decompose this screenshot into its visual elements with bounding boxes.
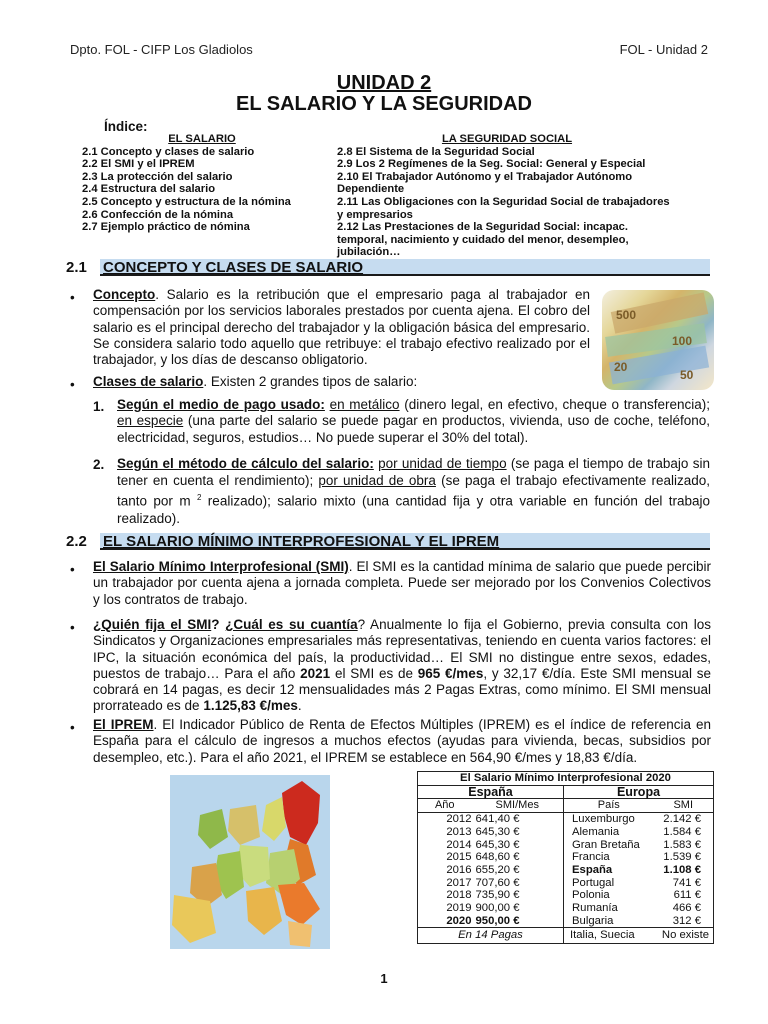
section-number: 2.2 bbox=[66, 533, 87, 550]
quien-fija-paragraph: ¿Quién fija el SMI? ¿Cuál es su cuantía? Anualmente lo fija el Gobierno, previa consulta con los Sindicatos y Organizaciones empresariales más representativas, teniendo en cuenta varios factores: el IPC, la situación económica del país, la productividad… El SMI no distingue entre sexos, edades, puestos de trabajo… Para el año 2021 el SMI es de 965 €/mes, y 32,17 €/día. Este SMI mensual se cobrará en 14 pagas, es decir 12 mensualidades más 2 Pagas Extras, como mínimo. El SMI mensual prorrateado es de 1.125,83 €/mes. bbox=[93, 617, 711, 714]
page-number: 1 bbox=[380, 971, 388, 986]
unit-title: UNIDAD 2 bbox=[336, 72, 432, 94]
europe-map-icon bbox=[170, 775, 330, 949]
section-heading-2-2 bbox=[66, 533, 710, 550]
index-item[interactable]: 2.8 El Sistema de la Seguridad Social bbox=[337, 145, 535, 158]
index-item[interactable]: 2.4 Estructura del salario bbox=[82, 183, 216, 196]
index-item[interactable]: 2.11 Las Obligaciones con la Seguridad Social de trabajadores y empresarios bbox=[337, 195, 670, 221]
bullet-icon: • bbox=[70, 290, 75, 305]
table-row: 2020 950,00 € Bulgaria 312 € bbox=[446, 914, 701, 927]
iprem-paragraph: El IPREM. El Indicador Público de Renta de Efectos Múltiples (IPREM) es el índice de referencia en España para el cálculo de ingresos a muchos efectos (ayudas para vivienda, becas, subsidios por desempleo, etc.). Para el año 2021, el IPREM se establece en 564,90 €/mes y 18,83 €/día. bbox=[93, 717, 711, 765]
table-row: 2019 900,00 € Rumanía 466 € bbox=[446, 902, 701, 915]
item-number: 1. bbox=[93, 399, 105, 414]
page-header bbox=[70, 42, 708, 59]
medio-pago-paragraph: Según el medio de pago usado: en metálico (dinero legal, en efectivo, cheque o transferencia); en especie (una parte del salario se puede pagar en productos, vivienda, uso de coche, teléfono, electricidad, seguros, estudios… No puede superar el 30% del total). bbox=[117, 397, 710, 445]
table-row: 2014 645,30 € Gran Bretaña 1.583 € bbox=[446, 838, 701, 851]
table-head-europa: Europa bbox=[564, 785, 714, 799]
header-left: Dpto. FOL - CIFP Los Gladiolos bbox=[70, 42, 253, 57]
table-row: 2018 735,90 € Polonia 611 € bbox=[446, 889, 701, 902]
index-salario-heading: EL SALARIO bbox=[168, 133, 236, 145]
bullet-icon: • bbox=[70, 620, 75, 635]
smi-comparison-table bbox=[417, 771, 714, 944]
header-right: FOL - Unidad 2 bbox=[619, 42, 708, 57]
index-item[interactable]: 2.6 Confección de la nómina bbox=[82, 208, 234, 221]
index-label: Índice: bbox=[104, 119, 148, 134]
clases-paragraph: Clases de salario. Existen 2 grandes tipos de salario: bbox=[93, 374, 418, 389]
concepto-paragraph: Concepto. Salario es la retribución que el empresario paga al trabajador en compensación por los servicios laborales prestados por cuenta ajena. El cobro del salario es el principal derecho del trabajador y la obligación básica del empresario. Se considera salario todo aquello que retribuye: el trabajo efectivo realizado por el trabajador, y los días de descanso obligatorio. bbox=[93, 287, 590, 368]
index-item[interactable]: 2.10 El Trabajador Autónomo y el Trabajador Autónomo Dependiente bbox=[337, 170, 633, 196]
table-caption: El Salario Mínimo Interprofesional 2020 bbox=[418, 772, 714, 786]
section-heading-2-1 bbox=[66, 259, 710, 276]
table-row: 2013 645,30 € Alemania 1.584 € bbox=[446, 825, 701, 838]
section-title: EL SALARIO MÍNIMO INTERPROFESIONAL Y EL IPREM bbox=[103, 533, 500, 550]
item-number: 2. bbox=[93, 457, 105, 472]
table-row: 2017 707,60 € Portugal 741 € bbox=[446, 876, 701, 889]
bullet-icon: • bbox=[70, 562, 75, 577]
index-salario-column bbox=[82, 133, 322, 234]
index-seguridad-column bbox=[337, 133, 677, 259]
index-item[interactable]: 2.7 Ejemplo práctico de nómina bbox=[82, 221, 250, 234]
europe-smi-map-image bbox=[170, 775, 330, 949]
index-item[interactable]: 2.2 El SMI y el IPREM bbox=[82, 158, 195, 171]
index-item[interactable]: 2.12 Las Prestaciones de la Seguridad Social: incapac. temporal, nacimiento y cuidado del menor, desempleo, jubilación… bbox=[337, 221, 629, 259]
table-subheader-row: Año SMI/Mes País SMI bbox=[434, 799, 694, 812]
smi-paragraph: El Salario Mínimo Interprofesional (SMI). El SMI es la cantidad mínima de salario que puede percibir un trabajador por cuenta ajena a jornada completa. Puede ser mejorado por los Convenios Colectivos y los contratos de trabajo. bbox=[93, 559, 711, 607]
index-item[interactable]: 2.9 Los 2 Regímenes de la Seg. Social: General y Especial bbox=[337, 158, 646, 171]
index-item[interactable]: 2.1 Concepto y clases de salario bbox=[82, 145, 255, 158]
table-head-espana: España bbox=[418, 785, 564, 799]
table-row: 2016 655,20 € España 1.108 € bbox=[446, 863, 701, 876]
section-number: 2.1 bbox=[66, 259, 87, 276]
euro-banknotes-image: 500 100 20 50 bbox=[602, 290, 714, 390]
bullet-icon: • bbox=[70, 720, 75, 735]
metodo-calculo-paragraph: Según el método de cálculo del salario: por unidad de tiempo (se paga el tiempo de trabajo sin tener en cuenta el rendimiento); por unidad de obra (se paga el trabajo efectivamente realizado, tanto por m $^2$ realizado); salario mixto (una cantidad fija y otra variable en función del trabajo realizado). bbox=[117, 456, 710, 526]
index-item[interactable]: 2.5 Concepto y estructura de la nómina bbox=[82, 195, 291, 208]
unit-subtitle: EL SALARIO Y LA SEGURIDAD bbox=[236, 93, 532, 115]
table-row: 2012 641,40 € Luxemburgo 2.142 € bbox=[418, 813, 714, 826]
concepto-label: Concepto bbox=[93, 287, 156, 302]
section-title: CONCEPTO Y CLASES DE SALARIO bbox=[103, 259, 364, 276]
clases-label: Clases de salario bbox=[93, 374, 204, 389]
index-item[interactable]: 2.3 La protección del salario bbox=[82, 170, 233, 183]
table-row: 2015 648,60 € Francia 1.539 € bbox=[446, 851, 701, 864]
bullet-icon: • bbox=[70, 377, 75, 392]
index-seguridad-heading: LA SEGURIDAD SOCIAL bbox=[441, 133, 573, 145]
table-footer-row: En 14 Pagas Italia, Suecia No existe bbox=[418, 928, 714, 944]
